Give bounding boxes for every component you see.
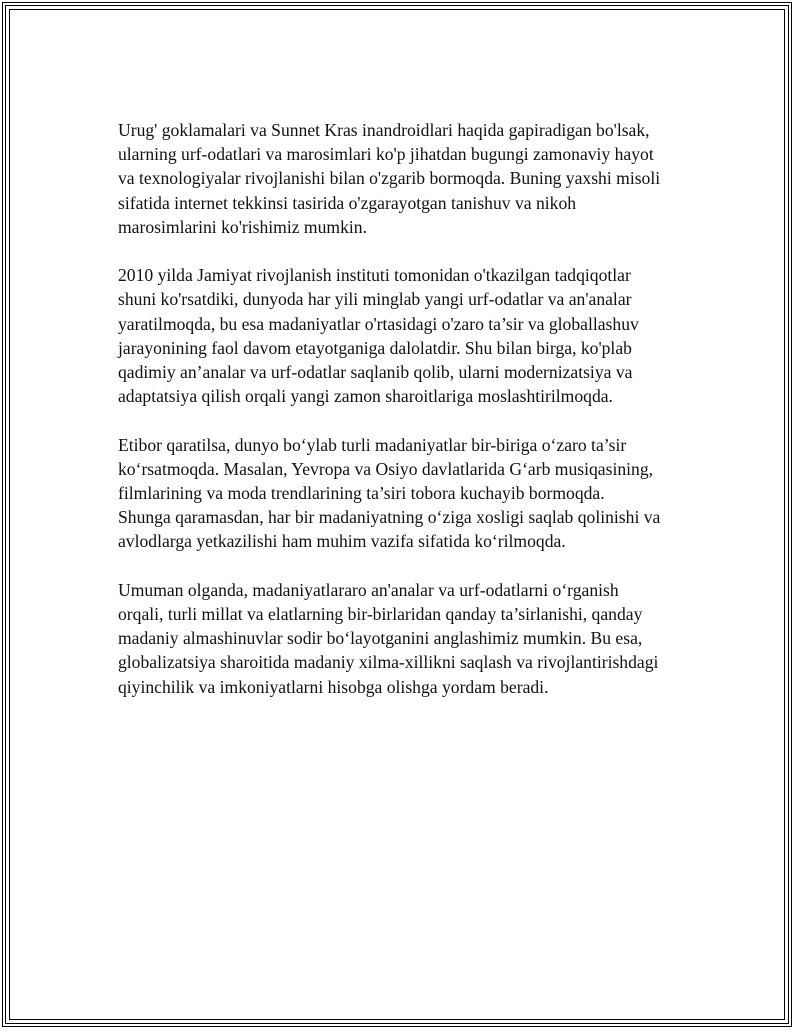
paragraph-3 — [118, 433, 698, 554]
text-line: filmlarining va moda trendlarining ta’siri tobora kuchayib bormoqda. — [118, 483, 605, 504]
text-line: 2010 yilda Jamiyat rivojlanish instituti tomonidan o'tkazilgan tadqiqotlar — [118, 265, 631, 286]
text-line: Shunga qaramasdan, har bir madaniyatning o‘ziga xosligi saqlab qolinishi va — [118, 507, 661, 528]
text-line: Etibor qaratilsa, dunyo bo‘ylab turli madaniyatlar bir-biriga o‘zaro ta’sir — [118, 434, 627, 455]
text-line: jarayonining faol davom etayotganiga dalolatdir. Shu bilan birga, ko'plab — [118, 337, 632, 358]
text-line: globalizatsiya sharoitida madaniy xilma-xillikni saqlash va rivojlantirishdagi — [118, 652, 659, 673]
text-line: Umuman olganda, madaniyatlararo an'analar va urf-odatlarni o‘rganish — [118, 579, 619, 600]
text-line: adaptatsiya qilish orqali yangi zamon sharoitlariga moslashtirilmoqda. — [118, 386, 613, 407]
text-line: ularning urf-odatlari va marosimlari ko'p jihatdan bugungi zamonaviy hayot — [118, 144, 654, 165]
text-line: sifatida internet tekkinsi tasirida o'zgarayotgan tanishuv va nikoh — [118, 192, 577, 213]
paragraph-4 — [118, 578, 698, 699]
text-line: qadimiy an’analar va urf-odatlar saqlanib qolib, ularni modernizatsiya va — [118, 362, 633, 383]
text-line: marosimlarini ko'rishimiz mumkin. — [118, 216, 367, 237]
text-line: ko‘rsatmoqda. Masalan, Yevropa va Osiyo davlatlarida G‘arb musiqasining, — [118, 458, 654, 479]
text-line: qiyinchilik va imkoniyatlarni hisobga olishga yordam beradi. — [118, 676, 549, 697]
paragraph-2 — [118, 263, 698, 408]
document-body — [118, 118, 698, 723]
paragraph-1 — [118, 118, 698, 239]
text-line: Urug' goklamalari va Sunnet Kras inandroidlari haqida gapiradigan bo'lsak, — [118, 120, 650, 140]
text-line: va texnologiyalar rivojlanishi bilan o'zgarib bormoqda. Buning yaxshi misoli — [118, 168, 661, 189]
text-line: yaratilmoqda, bu esa madaniyatlar o'rtasidagi o'zaro ta’sir va globallashuv — [118, 313, 639, 334]
text-line: orqali, turli millat va elatlarning bir-birlaridan qanday ta’sirlanishi, qanday — [118, 604, 643, 625]
text-line: avlodlarga yetkazilishi ham muhim vazifa sifatida ko‘rilmoqda. — [118, 531, 566, 552]
text-line: shuni ko'rsatdiki, dunyoda har yili minglab yangi urf-odatlar va an'analar — [118, 289, 632, 310]
text-line: madaniy almashinuvlar sodir bo‘layotganini anglashimiz mumkin. Bu esa, — [118, 628, 643, 649]
